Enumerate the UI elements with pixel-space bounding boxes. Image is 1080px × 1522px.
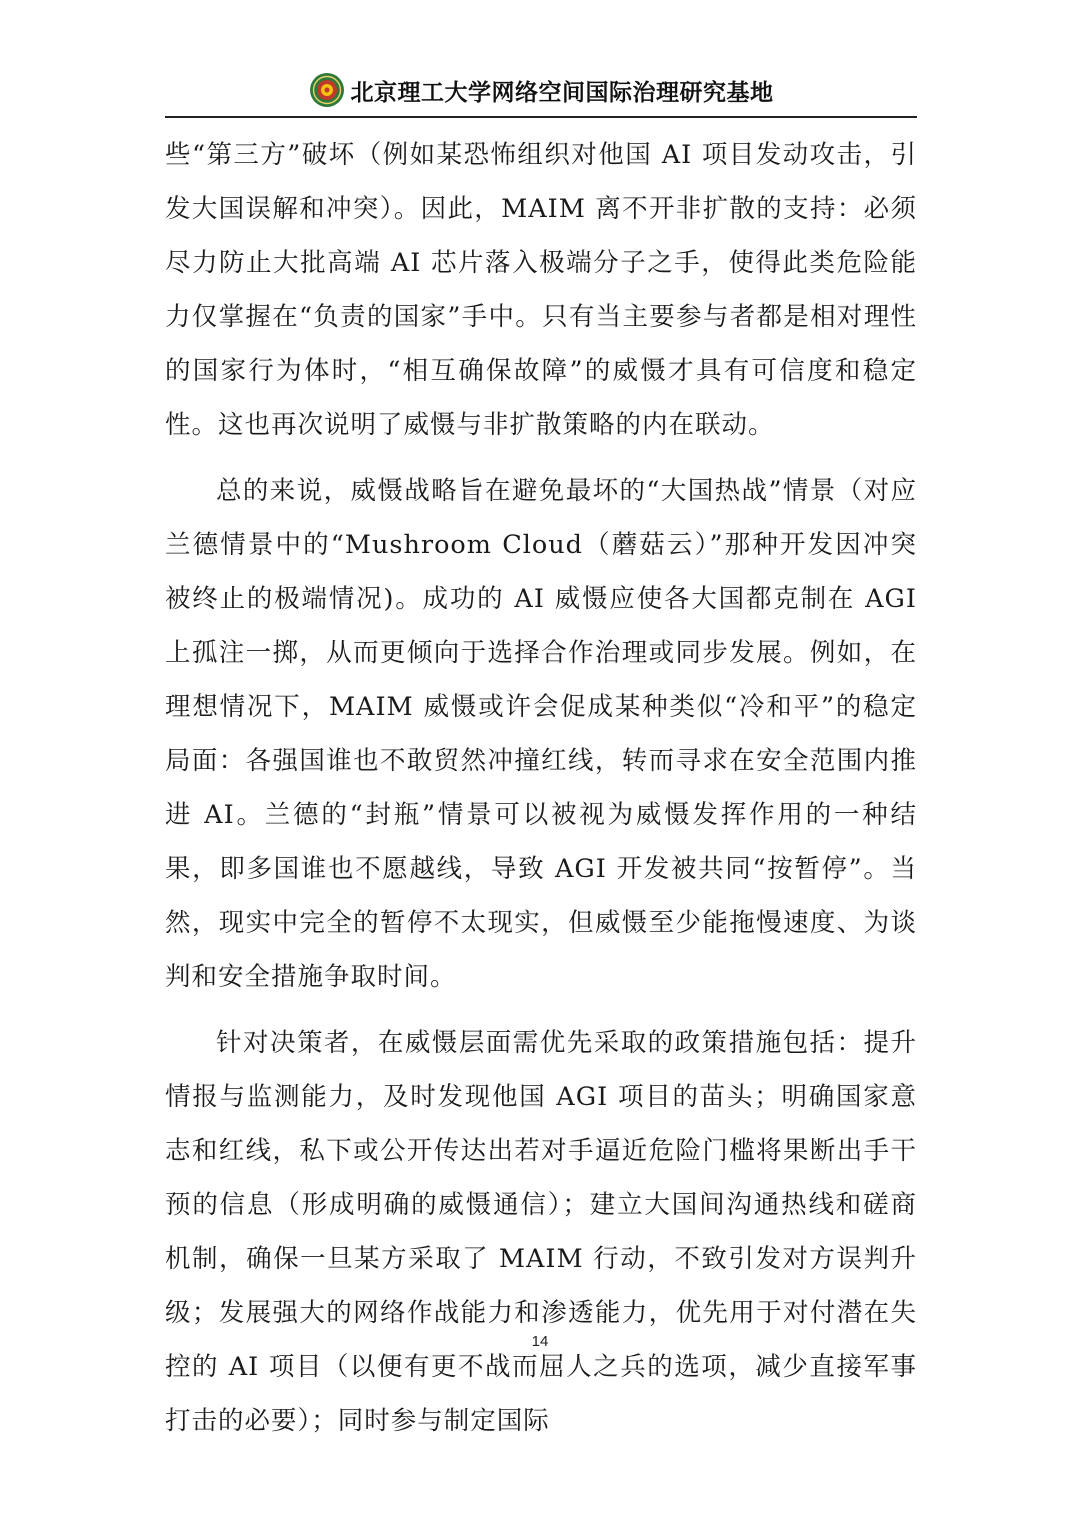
university-seal-icon <box>309 72 345 108</box>
paragraph: 总的来说，威慑战略旨在避免最坏的“大国热战”情景（对应兰德情景中的“Mushroom Cloud（蘑菇云）”那种开发因冲突被终止的极端情况)。成功的 AI 威慑应使各大国都克制在 AGI 上孤注一掷，从而更倾向于选择合作治理或同步发展。例如，在理想情况下，MAIM 威慑或许会促成某种类似“冷和平”的稳定局面：各强国谁也不敢贸然冲撞红线，转而寻求在安全范围内推进 AI。兰德的“封瓶”情景可以被视为威慑发挥作用的一种结果，即多国谁也不愿越线，导致 AGI 开发被共同“按暂停”。当然，现实中完全的暂停不太现实，但威慑至少能拖慢速度、为谈判和安全措施争取时间。 <box>165 476 917 992</box>
header-divider <box>165 116 917 118</box>
paragraph: 针对决策者，在威慑层面需优先采取的政策措施包括：提升情报与监测能力，及时发现他国 AGI 项目的苗头；明确国家意志和红线，私下或公开传达出若对手逼近危险门槛将果断出手干预的信息（形成明确的威慑通信）；建立大国间沟通热线和磋商机制，确保一旦某方采取了 MAIM 行动，不致引发对方误判升级；发展强大的网络作战能力和渗透能力，优先用于对付潜在失控的 AI 项目（以便有更不战而屈人之兵的选项，减少直接军事打击的必要）；同时参与制定国际 <box>165 1028 917 1436</box>
page-number: 14 <box>531 1333 549 1350</box>
header-title: 北京理工大学网络空间国际治理研究基地 <box>350 79 774 106</box>
body-text <box>165 128 917 1448</box>
page-header <box>165 68 917 112</box>
paragraph: 些“第三方”破坏（例如某恐怖组织对他国 AI 项目发动攻击，引发大国误解和冲突）。因此，MAIM 离不开非扩散的支持：必须尽力防止大批高端 AI 芯片落入极端分子之手，使得此类危险能力仅掌握在“负责的国家”手中。只有当主要参与者都是相对理性的国家行为体时，“相互确保故障”的威慑才具有可信度和稳定性。这也再次说明了威慑与非扩散策略的内在联动。 <box>165 140 917 440</box>
